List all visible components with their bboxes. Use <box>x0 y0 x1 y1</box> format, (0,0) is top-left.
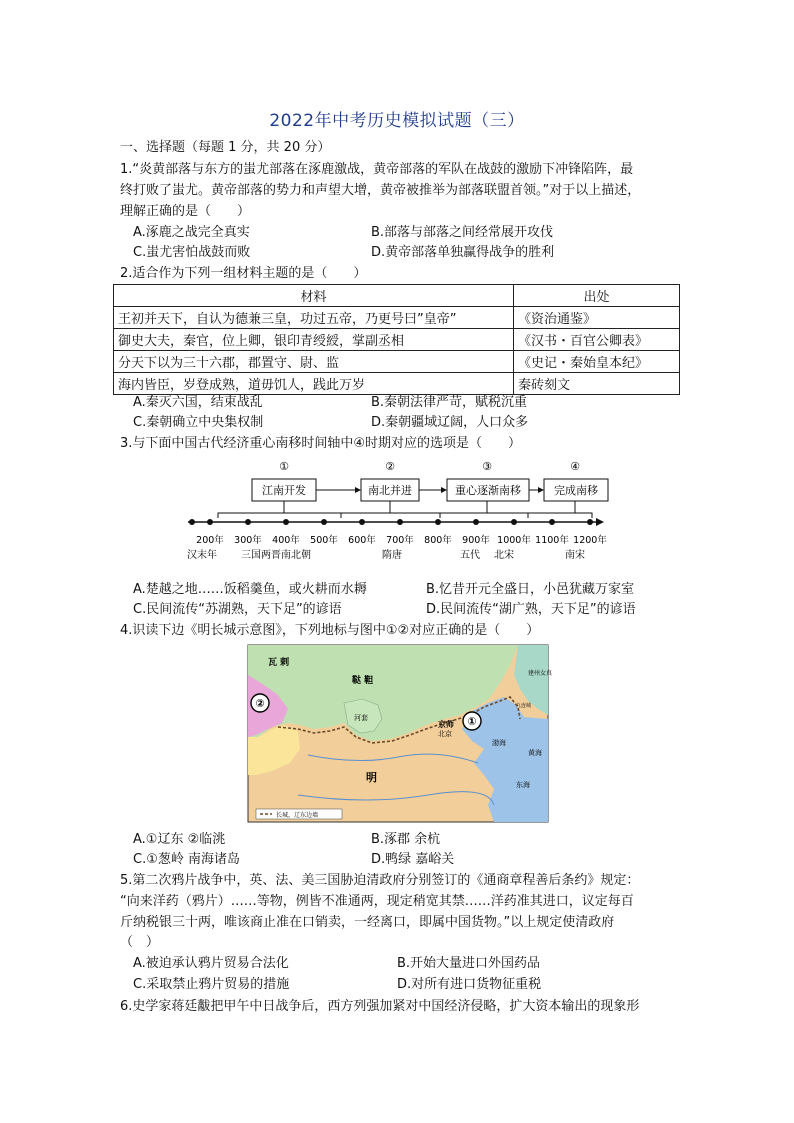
timeline-dot <box>587 519 593 525</box>
q1-stem-line2: 终打败了蚩尤。黄帝部落的势力和声望大增，黄帝被推举为部落联盟首领。”对于以上描述， <box>120 183 641 198</box>
marker-2-label: ② <box>255 697 265 710</box>
table-cell-material: 海内皆臣，岁登成熟，道毋饥人，践此万岁 <box>114 373 514 395</box>
timeline-dot <box>435 519 441 525</box>
ming-great-wall-map <box>248 645 553 822</box>
q1-option-d: D.黄帝部落单独赢得战争的胜利 <box>371 245 555 260</box>
timeline-dot <box>549 519 555 525</box>
q5-option-d: D.对所有进口货物征重税 <box>397 977 542 992</box>
q3-option-b: B.忆昔开元全盛日，小邑犹藏万家室 <box>426 582 635 597</box>
q5-option-c: C.采取禁止鸦片贸易的措施 <box>133 977 290 992</box>
timeline-year-label: 400年 <box>272 535 300 546</box>
q1-option-c: C.蚩尤害怕战鼓而败 <box>133 245 251 260</box>
table-cell-material: 王初并天下，自认为德兼三皇，功过五帝，乃更号曰”皇帝” <box>114 307 514 329</box>
stage-label: 重心逐渐南移 <box>455 484 521 497</box>
timeline-year-label: 1000年 <box>497 535 531 546</box>
q2-option-d: D.秦朝疆域辽阔，人口众多 <box>371 415 529 430</box>
table-cell-source: 《史记・秦始皇本纪》 <box>514 351 680 373</box>
q3-option-a: A.楚越之地……饭稻羹鱼，或火耕而水耨 <box>133 582 367 597</box>
q2-option-a: A.秦灭六国，结束战乱 <box>133 395 263 410</box>
q3-option-c: C.民间流传“苏湖熟，天下足”的谚语 <box>133 602 342 617</box>
timeline-year-label: 200年 <box>196 535 224 546</box>
label-ming: 明 <box>366 771 377 784</box>
timeline-year-label: 1200年 <box>573 535 607 546</box>
timeline-dot <box>397 519 403 525</box>
stage-label: 南北并进 <box>368 484 412 497</box>
q1-stem-line3: 理解正确的是（ ） <box>120 204 251 219</box>
q3-option-d: D.民间流传“湖广熟，天下足”的谚语 <box>426 602 636 617</box>
timeline-dot <box>321 519 327 525</box>
label-bohai: 渤海 <box>492 739 506 747</box>
table-cell-source: 《汉书・百官公卿表》 <box>514 329 680 351</box>
q5-stem-line4: （ ） <box>120 935 160 950</box>
label-dada: 鞑 靼 <box>352 676 374 686</box>
timeline-year-label: 300年 <box>234 535 262 546</box>
timeline-dot <box>511 519 517 525</box>
section-heading: 一、选择题（每题 1 分，共 20 分） <box>120 140 331 155</box>
stage-label: 江南开发 <box>262 484 306 497</box>
q4-option-c: C.①葱岭 南海诸岛 <box>133 852 240 867</box>
q3-stem: 3.与下面中国古代经济重心南移时间轴中④时期对应的选项是（ ） <box>120 436 522 451</box>
marker-1-label: ① <box>467 715 477 728</box>
timeline-dot <box>359 519 365 525</box>
era-label: 五代 <box>460 550 480 561</box>
timeline-year-label: 600年 <box>348 535 376 546</box>
label-donghai: 东海 <box>516 781 530 789</box>
q4-option-d: D.鸭绿 嘉峪关 <box>371 852 455 867</box>
label-jingshi: 京师 <box>438 720 454 729</box>
q5-stem-line1: 5.第二次鸦片战争中，英、法、美三国胁迫清政府分别签订的《通商章程善后条约》规定： <box>120 873 640 888</box>
q4-option-a: A.①辽东 ②临洮 <box>133 832 226 847</box>
q2-option-c: C.秦朝确立中央集权制 <box>133 415 264 430</box>
q6-stem-line1: 6.史学家蒋廷黻把甲午中日战争后，西方列强加紧对中国经济侵略，扩大资本输出的现象形 <box>120 999 640 1014</box>
era-label: 北宋 <box>494 550 514 561</box>
table-header-material: 材料 <box>114 285 514 307</box>
q5-option-b: B.开始大量进口外国药品 <box>397 956 541 971</box>
label-jiulian: 九连城 <box>516 703 532 709</box>
table-cell-source: 《资治通鉴》 <box>514 307 680 329</box>
q5-stem-line3: 斤纳税银三十两，唯该商止准在口销卖，一经离口，即属中国货物。”以上规定使清政府 <box>120 915 615 930</box>
timeline-dot <box>473 519 479 525</box>
q4-stem: 4.识读下边《明长城示意图》，下列地标与图中①②对应正确的是（ ） <box>120 623 540 638</box>
label-beijing: 北京 <box>438 730 452 738</box>
box-number: ② <box>385 460 395 473</box>
table-row <box>114 351 680 373</box>
q5-option-a: A.被迫承认鸦片贸易合法化 <box>133 956 289 971</box>
label-jianzhou: 建州女真 <box>528 670 553 677</box>
q4-option-b: B.涿郡 余杭 <box>371 832 441 847</box>
q1-option-b: B.部落与部落之间经常展开攻伐 <box>371 225 554 240</box>
table-row <box>114 329 680 351</box>
q5-stem-line2: “向来洋药（鸦片）……等物，例皆不准通两，现定稍宽其禁……洋药准其进口，议定每百 <box>120 894 634 909</box>
era-label: 南宋 <box>565 550 585 561</box>
legend-label: 长城，辽东边墙 <box>276 812 319 819</box>
timeline-dot <box>245 519 251 525</box>
label-hetao: 河套 <box>354 714 368 722</box>
box-number: ③ <box>482 460 492 473</box>
table-header-source: 出处 <box>514 285 680 307</box>
table-cell-source: 秦砖刻文 <box>514 373 680 395</box>
table-cell-material: 分天下以为三十六郡，郡置守、尉、监 <box>114 351 514 373</box>
timeline-year-label: 700年 <box>386 535 414 546</box>
era-label: 三国两晋南北朝 <box>241 550 311 561</box>
timeline-dot <box>207 519 213 525</box>
timeline-dot <box>283 519 289 525</box>
q2-material-table <box>113 284 680 395</box>
label-huanghai: 黄海 <box>528 749 542 757</box>
page-title: 2022年中考历史模拟试题（三） <box>269 111 525 131</box>
label-wala: 瓦 剌 <box>268 658 290 668</box>
q1-stem-line1: 1.“炎黄部落与东方的蚩尤部落在涿鹿激战，黄帝部落的军队在战鼓的激励下冲锋陷阵，最 <box>120 162 634 177</box>
timeline-year-label: 1100年 <box>535 535 569 546</box>
table-header-row <box>114 285 680 307</box>
timeline-year-label: 500年 <box>310 535 338 546</box>
box-number: ① <box>279 460 289 473</box>
table-row <box>114 373 680 395</box>
timeline-dot <box>189 519 195 525</box>
era-label: 汉末年 <box>187 550 217 561</box>
q1-option-a: A.涿鹿之战完全真实 <box>133 225 250 240</box>
q2-stem: 2.适合作为下列一组材料主题的是（ ） <box>120 266 367 281</box>
table-cell-material: 御史大夫，秦官，位上卿，银印青绶綬，掌副丞相 <box>114 329 514 351</box>
economic-timeline-diagram <box>180 456 610 566</box>
stage-label: 完成南移 <box>554 484 598 497</box>
table-row <box>114 307 680 329</box>
q2-option-b: B.秦朝法律严苛，赋税沉重 <box>371 395 528 410</box>
box-number: ④ <box>570 460 580 473</box>
era-label: 隋唐 <box>382 550 402 561</box>
timeline-year-label: 900年 <box>462 535 490 546</box>
timeline-year-label: 800年 <box>424 535 452 546</box>
